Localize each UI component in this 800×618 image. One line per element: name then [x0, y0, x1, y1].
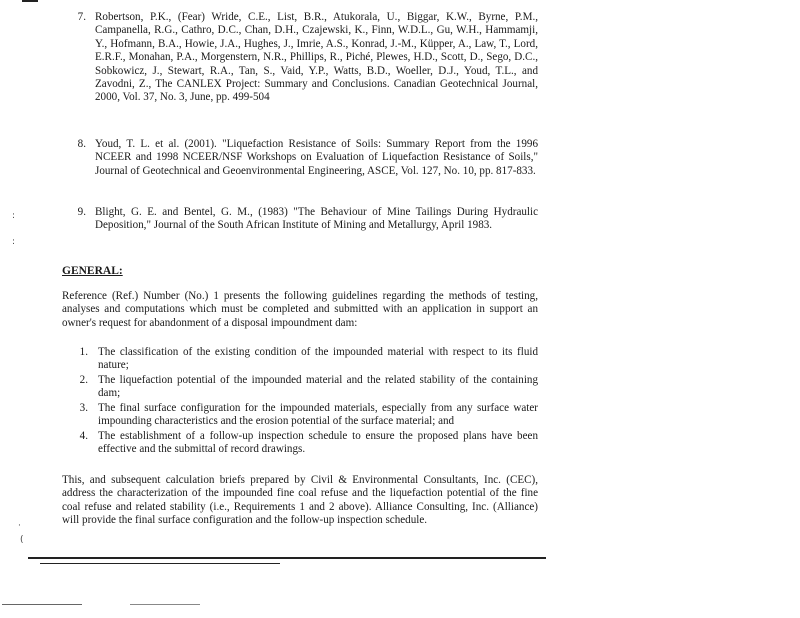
- footer-rule: [130, 604, 200, 605]
- list-text: The establishment of a follow-up inspection schedule to ensure the proposed plans have been effective and the submittal of record drawings.: [98, 430, 538, 456]
- reference-text: Blight, G. E. and Bentel, G. M., (1983) "The Behaviour of Mine Tailings During Hydraulic Deposition," Journal of the South African Institute of Mining and Metallurgy, April 1983.: [95, 206, 538, 232]
- reference-item: [72, 138, 538, 194]
- margin-mark: ·: [18, 521, 21, 531]
- reference-number: 8.: [77, 138, 86, 150]
- margin-mark: :: [12, 237, 16, 247]
- reference-text: Robertson, P.K., (Fear) Wride, C.E., List, B.R., Atukorala, U., Biggar, K.W., Byrne, P.M., Campanella, R.G., Cathro, D.C., Chan, D.H., Czajewski, K., Finn, W.D.L., Gu, W.H., Hammamji, Y., Hofmann, B.A., Howie, J.A., Hughes, J., Imrie, A.S., Konrad, J.-M., Küpper, A., Law, T., Lord, E.R.F., Monahan, P.A., Morgenstern, N.R., Phillips, R., Piché, Plewes, H.D., Scott, D., Sego, D.C., Sobkowicz, J., Stewart, R.A., Tan, S., Vaid, Y.P., Watts, B.D., Woeller, D.J., Youd, T.L., and Zavodni, Z., The CANLEX Project: Summary and Conclusions. Canadian Geotechnical Journal, 2000, Vol. 37, No. 3, June, pp. 499-504: [95, 11, 538, 104]
- margin-mark: (: [20, 535, 24, 545]
- intro-paragraph: Reference (Ref.) Number (No.) 1 presents the following guidelines regarding the methods of testing, analyses and computations which must be completed and submitted with an application in support an owner's request for abandonment of a disposal impoundment dam:: [62, 290, 538, 329]
- list-number: 1.: [79, 346, 88, 358]
- list-text: The liquefaction potential of the impounded material and the related stability of the containing dam;: [98, 374, 538, 400]
- reference-text: Youd, T. L. et al. (2001). "Liquefaction Resistance of Soils: Summary Report from the 1996 NCEER and 1998 NCEER/NSF Workshops on Evaluation of Liquefaction Resistance of Soils," Journal of Geotechnical and Geoenvironmental Engineering, ASCE, Vol. 127, No. 10, pp. 817-833.: [95, 138, 538, 177]
- section-heading: GENERAL:: [62, 265, 123, 277]
- footer-rule: [40, 563, 280, 564]
- reference-number: 9.: [77, 206, 86, 218]
- footer-rule: [28, 557, 546, 559]
- closing-paragraph: This, and subsequent calculation briefs prepared by Civil & Environmental Consultants, Inc. (CEC), address the characterization of the impounded fine coal refuse and the liquefaction potential of the fine coal refuse and related stability (i.e., Requirements 1 and 2 above). Alliance Consulting, Inc. (Alliance) will provide the final surface configuration and the follow-up inspection schedule.: [62, 474, 538, 527]
- reference-number: 7.: [77, 11, 86, 23]
- list-text: The final surface configuration for the impounded materials, especially from any surface water impounding characteristics and the erosion potential of the surface material; and: [98, 402, 538, 428]
- reference-item: [72, 206, 538, 250]
- footer-rule: [2, 604, 82, 605]
- list-number: 4.: [79, 430, 88, 442]
- margin-mark: :: [12, 211, 16, 221]
- reference-item: [72, 11, 538, 121]
- list-number: 2.: [79, 374, 88, 386]
- list-number: 3.: [79, 402, 88, 414]
- scan-artifact-top: [22, 0, 38, 2]
- list-text: The classification of the existing condition of the impounded material with respect to its fluid nature;: [98, 346, 538, 372]
